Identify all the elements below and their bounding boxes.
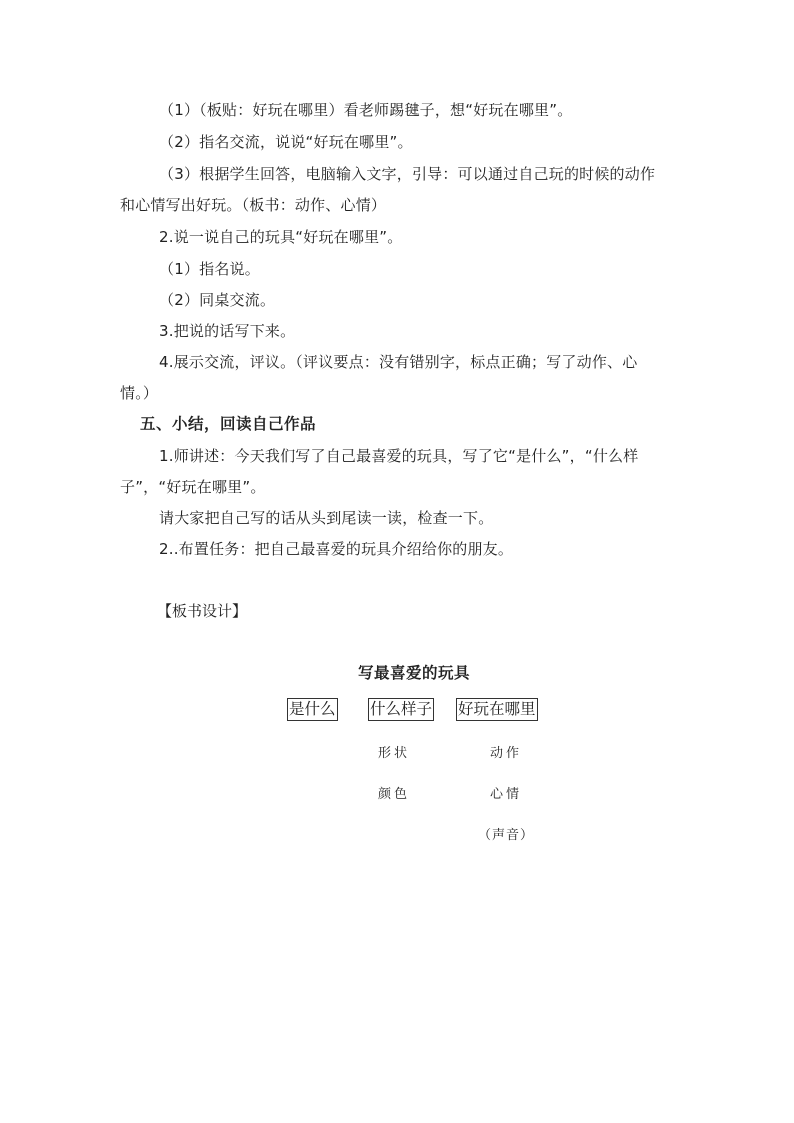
body-line-3: （3）根据学生回答，电脑输入文字，引导：可以通过自己玩的时候的动作 — [159, 165, 656, 183]
body-line-2: （2）指名交流，说说“好玩在哪里”。 — [159, 133, 413, 151]
board-box-appearance: 什么样子 — [368, 698, 434, 721]
body-line-5: 2.说一说自己的玩具“好玩在哪里”。 — [159, 228, 403, 246]
board-col2-action: 动作 — [490, 746, 523, 761]
board-title: 写最喜爱的玩具 — [358, 664, 471, 682]
board-box-fun: 好玩在哪里 — [456, 698, 538, 721]
body-line-6: （1）指名说。 — [159, 260, 260, 278]
section-heading: 五、小结，回读自己作品 — [140, 415, 317, 433]
body-line-10: 情。） — [120, 384, 159, 402]
board-design-label: 【板书设计】 — [157, 602, 248, 620]
body-line-8: 3.把说的话写下来。 — [159, 322, 296, 340]
board-box-what: 是什么 — [287, 698, 338, 721]
board-col2-mood: 心情 — [490, 787, 523, 802]
body-line-7: （2）同桌交流。 — [159, 291, 276, 309]
body-line-1: （1）（板贴：好玩在哪里）看老师踢毽子，想“好玩在哪里”。 — [159, 101, 573, 119]
board-col2-sound: （声音） — [478, 828, 535, 843]
summary-line-2: 子”，“好玩在哪里”。 — [120, 478, 266, 496]
body-line-9: 4.展示交流，评议。（评议要点：没有错别字，标点正确；写了动作、心 — [159, 353, 638, 371]
board-col1-color: 颜色 — [378, 787, 411, 802]
summary-line-4: 2..布置任务：把自己最喜爱的玩具介绍给你的朋友。 — [159, 540, 514, 558]
summary-line-1: 1.师讲述：今天我们写了自己最喜爱的玩具，写了它“是什么”，“什么样 — [159, 447, 639, 465]
board-col1-shape: 形状 — [378, 746, 411, 761]
body-line-4: 和心情写出好玩。（板书：动作、心情） — [120, 196, 387, 214]
summary-line-3: 请大家把自己写的话从头到尾读一读，检查一下。 — [159, 509, 494, 527]
